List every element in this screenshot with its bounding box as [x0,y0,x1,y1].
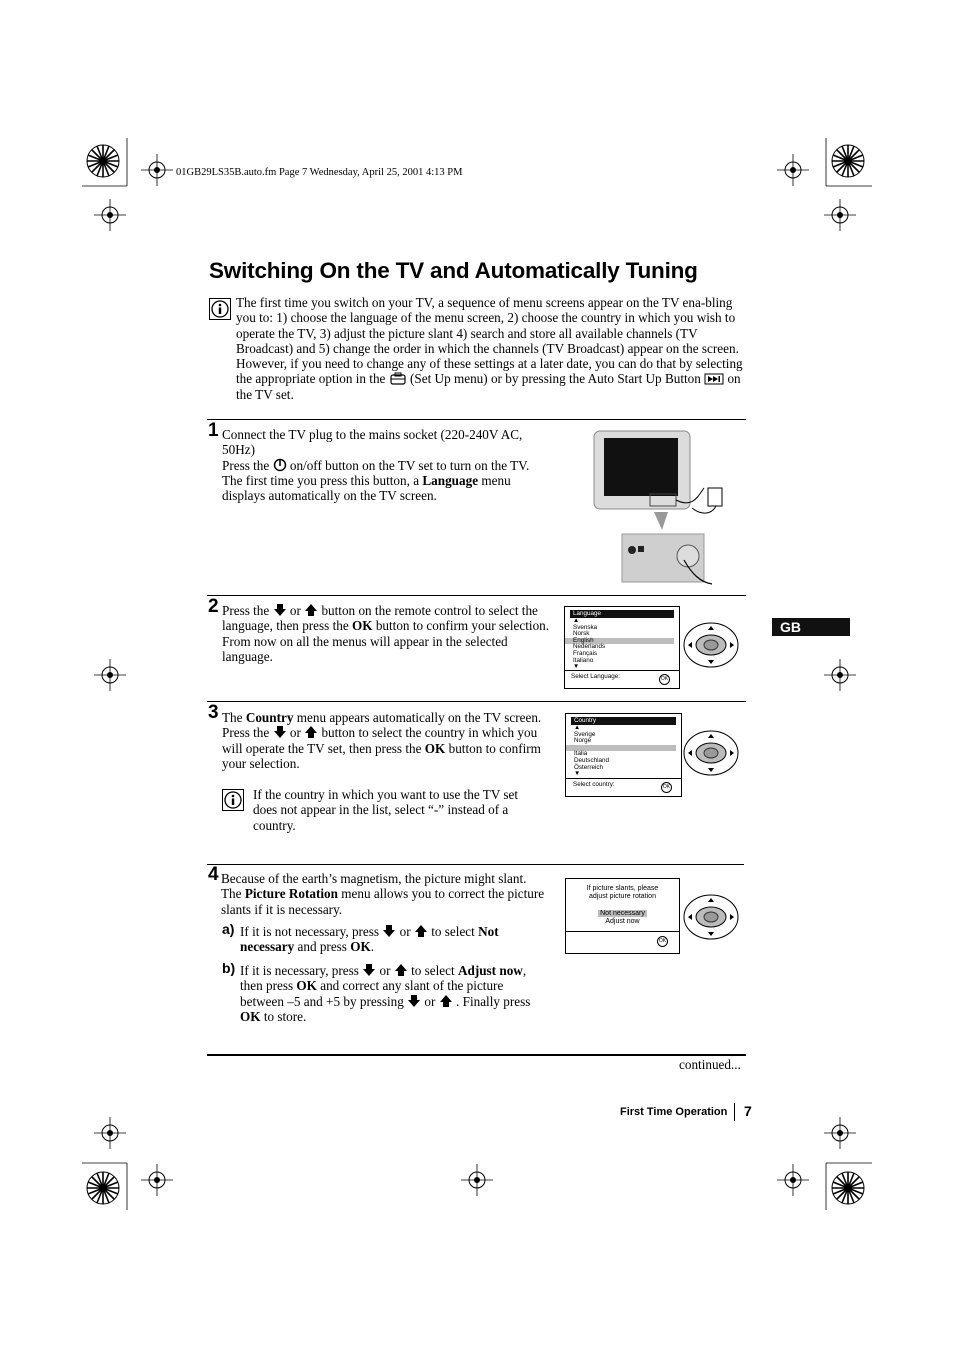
menu-item: Français [573,649,598,657]
down-arrow-icon [407,995,421,1007]
up-arrow-icon [414,925,428,937]
auto-start-up-button-icon [704,373,724,385]
step-4-number: 4 [208,864,219,885]
down-arrow-icon [362,964,376,976]
menu-item: Svenska [573,623,598,631]
intro-paragraph-1: The first time you switch on your TV, a sequence of menu screens appear on the TV ena-bling you to: 1) choose the language of the menu screen, 2) choose the country in which you wish to operate the TV, 3) adjust the picture slant 4) search and store all available channels (TV Broadcast) and 5) change the order in which the channels (TV Broadcast) appear on the screen. [236,295,739,356]
language-list [565,625,679,665]
chevron-up-icon: ▲ [573,617,580,624]
step-3-note: If the country in which you want to use the TV set does not appear in the list, select “-” instead of a country. [253,787,519,833]
chevron-down-icon: ▼ [574,770,581,778]
continued-note: continued... [679,1057,741,1072]
option-not-necessary: Not necessary [600,910,645,917]
menu-item: English [565,638,674,645]
language-tab-gb: GB [772,618,850,636]
country-menu-footer: Select country: [573,781,615,788]
page-title: Switching On the TV and Automatically Tuning [209,258,698,283]
picture-rotation-menu [565,878,680,954]
up-arrow-icon [304,604,318,616]
ok-icon: OK [657,936,668,947]
country-menu-title: Country [571,717,676,725]
info-icon [209,298,231,320]
rotation-message-line-1: If picture slants, please [586,885,659,892]
step-4-text: Because of the earth’s magnetism, the picture might slant. The Picture Rotation menu allows you to correct the picture slants if it is necessary. [221,871,545,917]
power-icon [273,458,287,472]
step-1-text: Connect the TV plug to the mains socket (220-240V AC, 50Hz) Press the on/off button on the TV set to turn on the TV. The first time you press this button, a Language menu displays automatically on the TV screen. [222,427,530,504]
menu-item: Nederlands [573,643,606,651]
toolbox-icon [389,372,407,385]
up-arrow-icon [439,995,453,1007]
language-menu [564,606,680,689]
language-menu-title: Language [570,610,674,618]
country-list [566,732,681,772]
section-rule [207,595,746,596]
intro-text [236,295,746,402]
intro-paragraph-2: However, if you need to change any of these settings at a later date, you can do that by selecting the appropriate option in the (Set Up menu) or by pressing the Auto Start Up Button on the TV set. [236,356,743,402]
menu-item: Norsk [573,630,590,638]
step-2-text: Press the or button on the remote control to select the language, then press the OK button to confirm your selection. From now on all the menus will appear in the selected language. [222,603,550,664]
menu-item: Norge [574,737,592,745]
footer-section-title: First Time Operation [620,1106,728,1118]
up-arrow-icon [394,964,408,976]
section-rule [207,419,746,420]
menu-item: Deutschland [574,756,610,764]
chevron-down-icon: ▼ [573,663,580,671]
tv-illustration [592,428,732,590]
bottom-rule [207,1054,746,1056]
down-arrow-icon [273,604,287,616]
page-number: 7 [744,1103,752,1119]
remote-control-pad [682,892,740,942]
ok-icon: OK [659,674,670,685]
down-arrow-icon [382,925,396,937]
down-arrow-icon [273,726,287,738]
section-rule [207,864,744,865]
chevron-up-icon: ▲ [574,724,581,731]
step-2-number: 2 [208,596,219,617]
remote-control-pad [682,728,740,778]
menu-item: Italiano [573,656,594,664]
rotation-message-line-2: adjust picture rotation [589,893,656,900]
ok-icon: OK [661,782,672,793]
menu-item: Österreich [574,763,604,771]
step-3-text: The Country menu appears automatically on the TV screen. Press the or button to select the country in which you will operate the TV set, then press the OK button to confirm your selection. [222,710,542,771]
step-4b-label: b) [222,960,236,976]
country-menu [565,713,682,797]
section-rule [207,701,746,702]
language-menu-footer: Select Language: [571,673,621,680]
step-1-number: 1 [208,420,219,441]
option-adjust-now: Adjust now [605,918,640,925]
up-arrow-icon [304,726,318,738]
menu-item: - [566,745,676,752]
step-3-number: 3 [208,702,219,723]
menu-item: Sverige [574,730,596,738]
menu-item: Italia [574,750,588,758]
footer-divider [734,1103,735,1121]
remote-control-pad [682,620,740,670]
info-icon [222,789,244,811]
file-info-header: 01GB29LS35B.auto.fm Page 7 Wednesday, April 25, 2001 4:13 PM [176,167,463,178]
step-4a-label: a) [222,921,235,937]
step-4b-text: If it is necessary, press or to select Adjust now, then press OK and correct any slant of the picture between –5 and +5 by pressing or . Finally press OK to store. [240,963,531,1024]
step-4a-text: If it is not necessary, press or to select Not necessary and press OK. [240,924,499,955]
